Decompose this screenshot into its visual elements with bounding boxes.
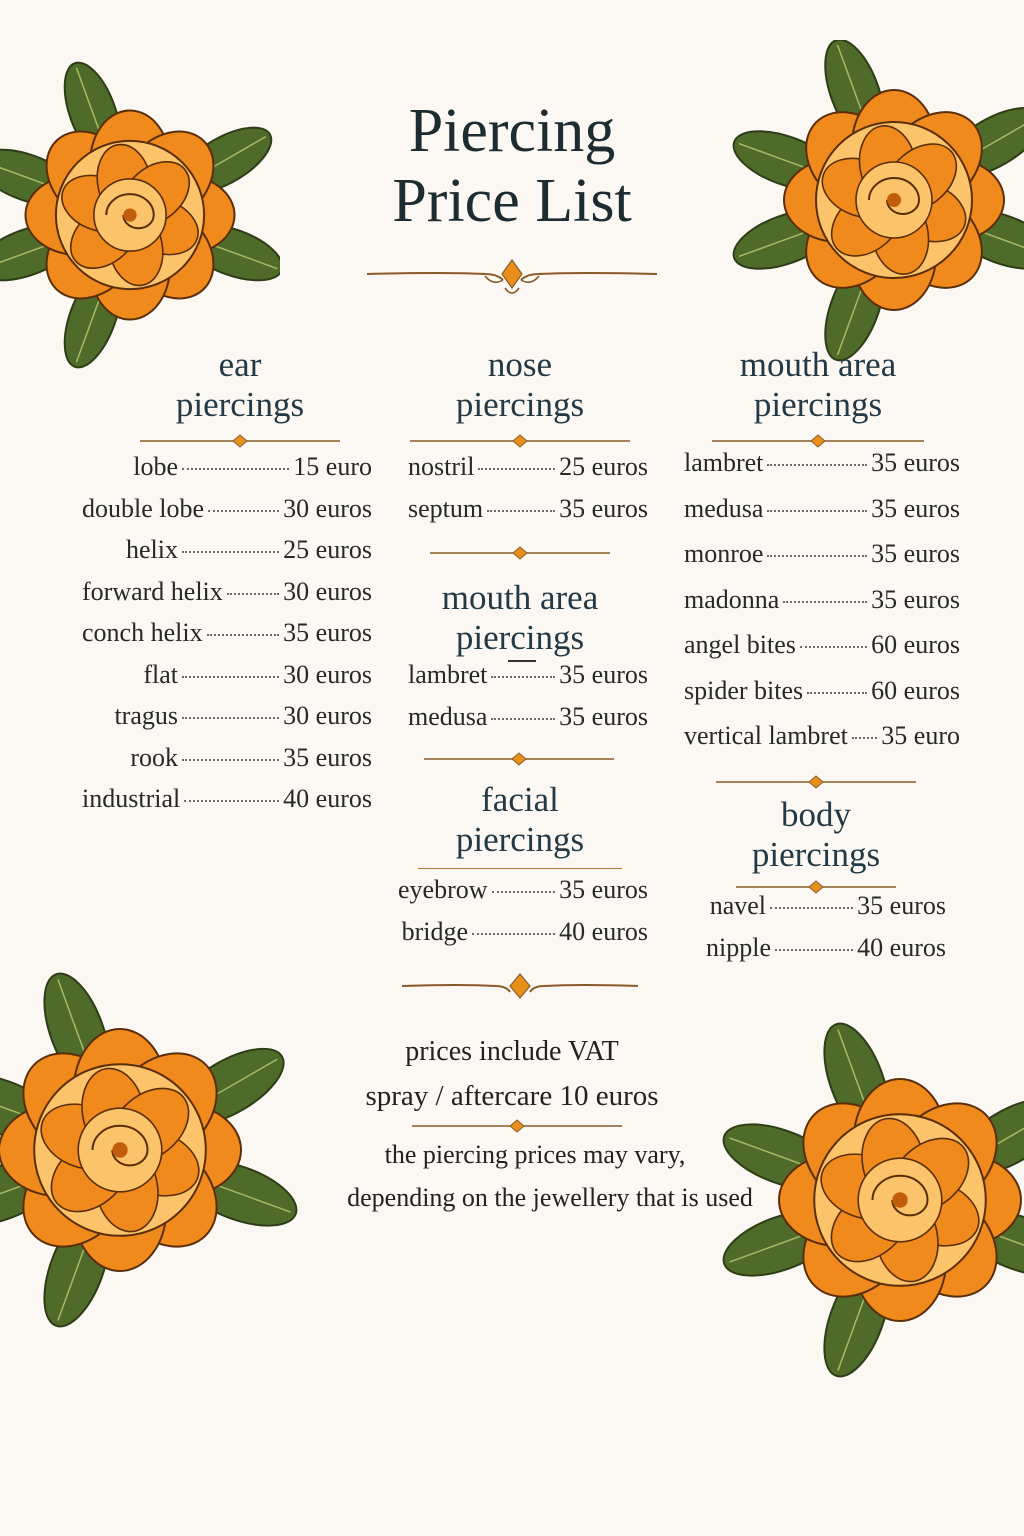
leader-dots: [770, 907, 853, 909]
leader-dots: [182, 468, 289, 470]
body-heading-line-1: body: [781, 795, 851, 834]
item-name: navel: [709, 891, 766, 920]
leader-dots: [227, 593, 279, 595]
item-name: medusa: [408, 701, 488, 731]
nose-price-list: [408, 452, 648, 535]
item-name: conch helix: [82, 618, 203, 647]
item-price: 40 euros: [559, 916, 648, 946]
leader-dots: [182, 759, 279, 761]
item-price: 40 euros: [857, 933, 946, 962]
ear-divider: [140, 432, 340, 450]
leader-dots: [491, 676, 555, 678]
item-name: eyebrow: [398, 875, 488, 904]
item-name: madonna: [684, 584, 780, 614]
item-price: 25 euros: [283, 535, 372, 564]
price-row: [82, 535, 372, 577]
item-name: bridge: [401, 916, 468, 946]
item-price: 35 euros: [559, 701, 648, 731]
ear-heading-line-1: ear: [218, 345, 262, 384]
leader-dots: [182, 551, 279, 553]
body-heading-line-2: piercings: [751, 835, 881, 874]
rose-top-right-icon: [724, 40, 1024, 390]
mouth-center-section-heading: [408, 578, 632, 658]
item-name: flat: [143, 659, 178, 689]
mouth-right-heading-line-2: piercings: [753, 385, 883, 424]
price-row: [82, 577, 372, 619]
mouth-right-heading-line-1: mouth area: [739, 345, 897, 384]
price-variation-note-line-1: the piercing prices may vary,: [384, 1140, 686, 1169]
price-row: [408, 702, 648, 744]
price-row: [408, 452, 648, 494]
price-row: [398, 875, 648, 917]
title-ornament-divider: [365, 258, 659, 298]
item-name: helix: [126, 535, 178, 564]
item-name: lambret: [684, 448, 764, 477]
item-price: 35 euros: [559, 493, 648, 523]
price-row: [684, 721, 960, 767]
price-row: [684, 448, 960, 494]
title-line-2: Price List: [392, 167, 632, 235]
price-row: [684, 585, 960, 631]
ear-price-list: [82, 452, 372, 826]
price-row: [82, 784, 372, 826]
item-name: nostril: [408, 452, 475, 481]
mouth-center-heading-line-1: mouth area: [441, 578, 599, 617]
price-row: [684, 539, 960, 585]
item-price: 60 euros: [871, 630, 960, 659]
item-name: medusa: [684, 493, 764, 523]
item-name: septum: [408, 493, 484, 523]
item-price: 35 euros: [559, 875, 648, 904]
nose-heading-line-2: piercings: [455, 385, 585, 424]
leader-dots: [207, 634, 280, 636]
item-price: 35 euros: [559, 660, 648, 689]
leader-dots: [807, 692, 867, 694]
page-title: [312, 96, 712, 236]
price-row: [82, 494, 372, 536]
rose-bottom-left-icon: [0, 960, 330, 1390]
item-price: 35 euros: [871, 493, 960, 523]
item-price: 30 euros: [283, 576, 372, 606]
facial-heading-line-2: piercings: [455, 820, 585, 859]
mouth-right-bottom-divider: [716, 773, 916, 791]
price-variation-note-line-2: depending on the jewellery that is used: [347, 1183, 753, 1212]
leader-dots: [800, 646, 867, 648]
leader-dots: [472, 933, 555, 935]
nose-divider: [410, 432, 630, 450]
leader-dots: [491, 718, 555, 720]
item-price: 15 euro: [293, 452, 372, 481]
item-price: 35 euro: [881, 721, 960, 750]
nose-heading-line-1: nose: [487, 345, 553, 384]
item-name: nipple: [706, 933, 771, 962]
item-name: monroe: [684, 539, 764, 568]
leader-dots: [208, 510, 279, 512]
item-price: 35 euros: [871, 539, 960, 568]
item-price: 35 euros: [283, 742, 372, 772]
price-row: [82, 701, 372, 743]
facial-bottom-ornament: [400, 972, 640, 1002]
item-name: rook: [130, 742, 178, 772]
item-name: spider bites: [684, 675, 804, 705]
mouth-center-price-list: [408, 660, 648, 743]
mouth-center-heading-line-2: piercings: [455, 618, 585, 657]
rose-bottom-right-icon: [700, 960, 1024, 1380]
leader-dots: [767, 510, 867, 512]
aftercare-note: spray / aftercare 10 euros: [365, 1080, 659, 1112]
item-name: tragus: [114, 701, 178, 730]
price-row: [82, 660, 372, 702]
price-row: [706, 891, 946, 933]
price-row: [82, 743, 372, 785]
item-name: industrial: [82, 784, 181, 813]
leader-dots: [783, 601, 867, 603]
item-price: 40 euros: [283, 784, 372, 813]
leader-dots: [767, 555, 867, 557]
item-name: double lobe: [82, 493, 205, 523]
leader-dots: [182, 717, 279, 719]
mouth-center-bottom-divider: [424, 750, 614, 768]
item-name: lambret: [408, 660, 488, 689]
facial-price-list: [398, 875, 648, 958]
leader-dots: [184, 800, 279, 802]
item-price: 25 euros: [559, 452, 648, 481]
body-section-heading: [716, 795, 916, 875]
facial-underline: [418, 868, 622, 869]
item-price: 30 euros: [283, 493, 372, 523]
nose-bottom-divider: [430, 544, 610, 562]
item-price: 35 euros: [871, 448, 960, 477]
price-row: [82, 452, 372, 494]
leader-dots: [767, 464, 867, 466]
ear-section-heading: [140, 345, 340, 425]
price-row: [408, 494, 648, 536]
item-price: 60 euros: [871, 675, 960, 705]
footer-divider: [412, 1117, 622, 1135]
mouth-right-section-heading: [706, 345, 930, 425]
item-price: 35 euros: [857, 891, 946, 920]
price-row: [408, 660, 648, 702]
item-price: 35 euros: [283, 618, 372, 647]
leader-dots: [492, 891, 556, 893]
item-name: lobe: [133, 452, 178, 481]
leader-dots: [478, 468, 555, 470]
item-name: angel bites: [684, 630, 796, 659]
price-row: [398, 917, 648, 959]
price-row: [82, 618, 372, 660]
nose-section-heading: [420, 345, 620, 425]
leader-dots: [182, 676, 279, 678]
mouth-right-price-list: [684, 448, 960, 767]
price-row: [706, 933, 946, 975]
vat-note: prices include VAT: [405, 1036, 619, 1067]
leader-dots: [487, 510, 555, 512]
item-name: vertical lambret: [684, 721, 848, 750]
facial-section-heading: [420, 780, 620, 860]
price-row: [684, 494, 960, 540]
item-price: 35 euros: [871, 584, 960, 614]
price-row: [684, 630, 960, 676]
price-row: [684, 676, 960, 722]
title-line-1: Piercing: [408, 97, 616, 165]
facial-heading-line-1: facial: [481, 780, 559, 819]
body-price-list: [706, 891, 946, 975]
item-name: forward helix: [82, 576, 223, 606]
item-price: 30 euros: [283, 701, 372, 730]
leader-dots: [775, 949, 853, 951]
item-price: 30 euros: [283, 659, 372, 689]
leader-dots: [852, 737, 877, 739]
ear-heading-line-2: piercings: [175, 385, 305, 424]
